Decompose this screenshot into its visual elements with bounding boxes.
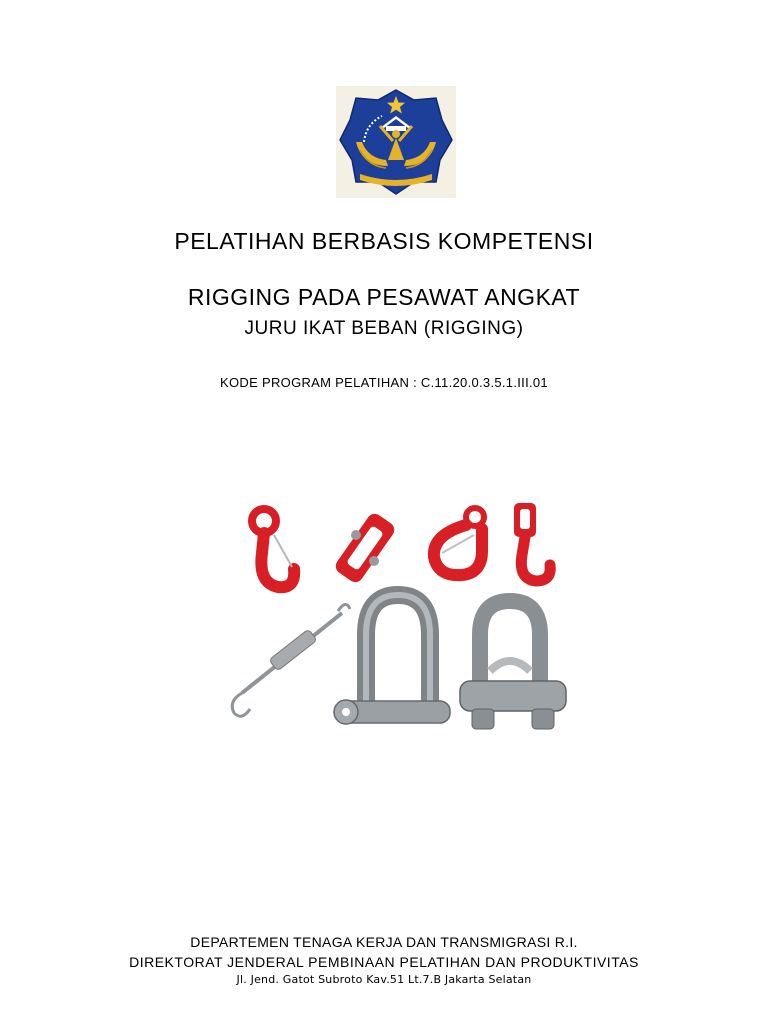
- directorate-name: DIREKTORAT JENDERAL PEMBINAAN PELATIHAN DAN PRODUKTIVITAS: [129, 954, 639, 970]
- eye-hook-icon: [252, 509, 294, 587]
- document-subtitle: RIGGING PADA PESAWAT ANGKAT: [187, 284, 581, 310]
- turnbuckle-icon: [232, 604, 350, 716]
- emblem-icon: [336, 86, 456, 198]
- latch-hook-icon: [434, 508, 484, 575]
- document-title: PELATIHAN BERBASIS KOMPETENSI: [174, 228, 594, 254]
- department-name: DEPARTEMEN TENAGA KERJA DAN TRANSMIGRASI R.I.: [190, 934, 578, 950]
- wire-rope-clip-icon: [460, 601, 566, 729]
- connecting-link-icon: [333, 511, 398, 586]
- rigging-hardware-illustration: [220, 495, 580, 755]
- document-subtitle-role: JURU IKAT BEBAN (RIGGING): [244, 318, 524, 339]
- program-code: KODE PROGRAM PELATIHAN : C.11.20.0.3.5.1.III.01: [220, 375, 548, 390]
- d-shackle-icon: [334, 595, 450, 724]
- office-address: Jl. Jend. Gatot Subroto Kav.51 Lt.7.B Jakarta Selatan: [236, 973, 532, 986]
- clevis-hook-icon: [514, 503, 550, 581]
